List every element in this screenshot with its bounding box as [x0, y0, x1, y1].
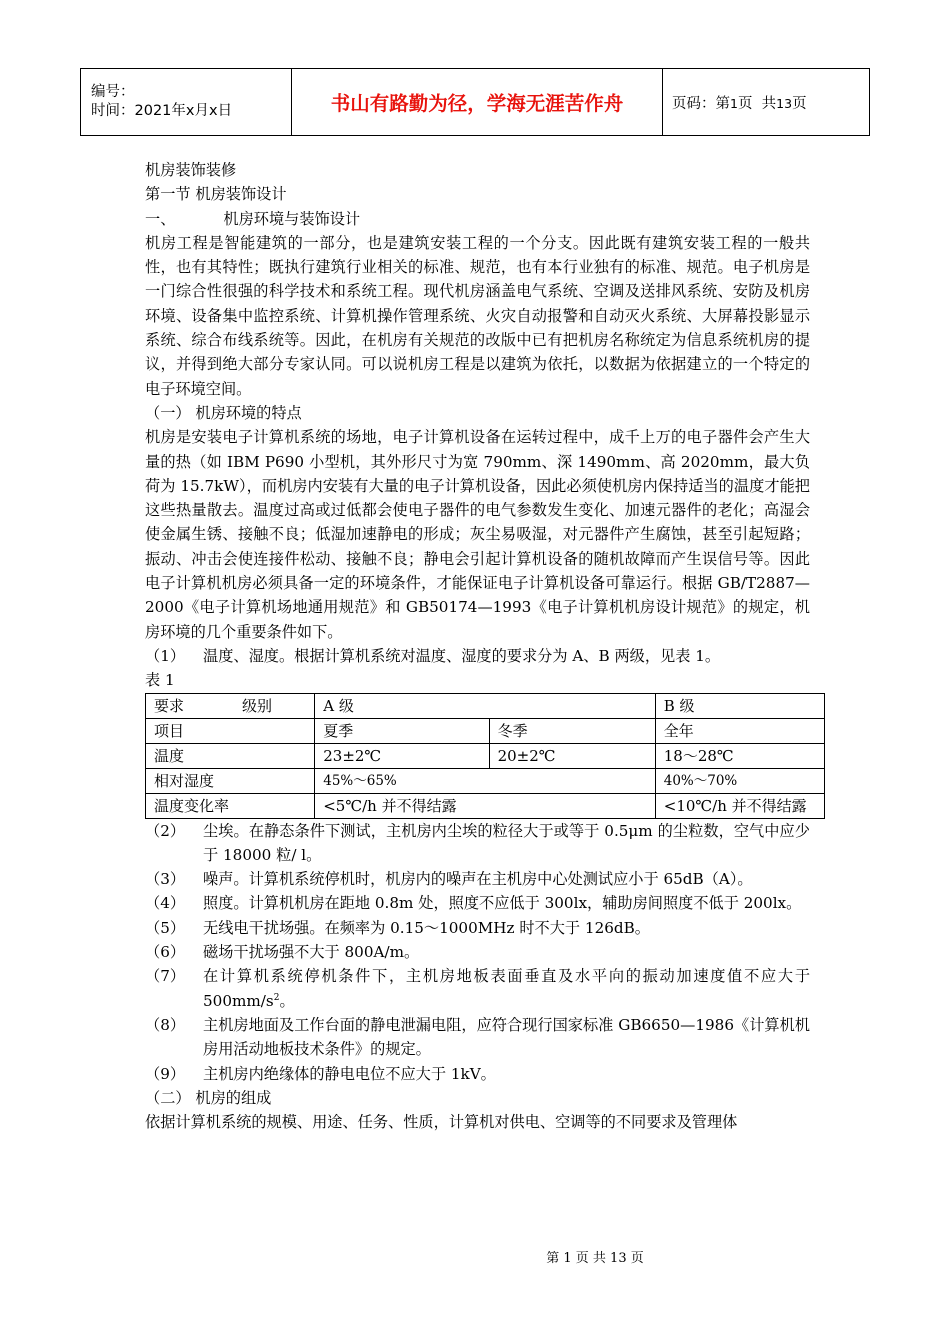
table-row — [146, 743, 825, 768]
list-item: （8） 主机房地面及工作台面的静电泄漏电阻，应符合现行国家标准 GB6650—1986《计算机机房用活动地板技术条件》的规定。 — [145, 1015, 810, 1059]
cell-rate-a: <5℃/h 并不得结露 — [315, 793, 656, 818]
header-year: 全年 — [655, 718, 824, 743]
row-label-temp-rate: 温度变化率 — [146, 793, 315, 818]
row-label-humidity: 相对湿度 — [146, 768, 315, 793]
environment-table — [145, 693, 825, 819]
cell-temp-winter: 20±2℃ — [489, 743, 655, 768]
section-heading: 第一节 机房装饰设计 — [145, 185, 287, 204]
header-summer: 夏季 — [315, 718, 489, 743]
list-item: （1） 温度、湿度。根据计算机系统对温度、湿度的要求分为 A、B 两级，见表 1。 — [145, 646, 721, 665]
page-footer: 第 1 页 共 13 页 — [546, 1251, 644, 1266]
page-header — [80, 68, 870, 136]
subheading-features: （一） 机房环境的特点 — [145, 403, 302, 422]
requirements-list — [145, 819, 810, 1086]
list-item: （6） 磁场干扰场强不大于 800A/m。 — [145, 943, 420, 962]
paragraph-2: 机房是安装电子计算机系统的场地，电子计算机设备在运转过程中，成千上万的电子器件会产生大量的热（如 IBM P690 小型机，其外形尺寸为宽 790mm、深 1490mm、高 2020mm，最大负荷为 15.7kW），而机房内安装有大量的电子计算机设备，因此必须使机房内保持适当的温度才能把这些热量散去。温度过高或过低都会使电子器件的电气参数发生变化、加速元器件的老化；高湿会使金属生锈、接触不良；低湿加速静电的形成；灰尘易吸湿，对元器件产生腐蚀，甚至引起短路；振动、冲击会使连接件松动、接触不良；静电会引起计算机设备的随机故障而产生误信号等。因此电子计算机机房必须具备一定的环境条件，才能保证电子计算机设备可靠运行。根据 GB/T2887—2000《电子计算机场地通用规范》和 GB50174—1993《电子计算机机房设计规范》的规定，机房环境的几个重要条件如下。 — [145, 428, 810, 641]
header-page-number: 页码：第1页 共13页 — [663, 69, 870, 136]
cell-temp-b: 18～28℃ — [655, 743, 824, 768]
doc-number-label: 编号： — [91, 84, 135, 100]
list-item: （5） 无线电干扰场强。在频率为 0.15～1000MHz 时不大于 126dB。 — [145, 918, 650, 937]
header-a-level: A 级 — [315, 693, 656, 718]
table-row — [146, 693, 825, 718]
table-corner-top: 要求 级别 — [146, 693, 315, 718]
table-caption: 表 1 — [145, 671, 175, 690]
header-b-level: B 级 — [655, 693, 824, 718]
list-item: （2） 尘埃。在静态条件下测试，主机房内尘埃的粒径大于或等于 0.5μm 的尘粒数，空气中应少于 18000 粒/ l。 — [145, 821, 810, 864]
list-item: （3） 噪声。计算机系统停机时，机房内的噪声在主机房中心处测试应小于 65dB（A）。 — [145, 870, 753, 889]
row-label-temperature: 温度 — [146, 743, 315, 768]
list-item: （9） 主机房内绝缘体的静电电位不应大于 1kV。 — [145, 1064, 496, 1083]
cell-temp-summer: 23±2℃ — [315, 743, 489, 768]
doc-title: 机房装饰装修 — [145, 161, 237, 179]
paragraph-1: 机房工程是智能建筑的一部分，也是建筑安装工程的一个分支。因此既有建筑安装工程的一般共性，也有其特性；既执行建筑行业相关的标准、规范，也有本行业独有的标准、规范。电子机房是一门综合性很强的科学技术和系统工程。现代机房涵盖电气系统、空调及送排风系统、安防及机房环境、设备集中监控系统、计算机操作管理系统、火灾自动报警和自动灭火系统、大屏幕投影显示系统、综合布线系统等。因此，在机房有关规范的改版中已有把机房名称统定为信息系统机房的提议，并得到绝大部分专家认同。可以说机房工程是以建筑为依托，以数据为依据建立的一个特定的电子环境空间。 — [145, 233, 810, 398]
cell-humidity-b: 40%～70% — [655, 768, 824, 793]
table-corner-item: 项目 — [146, 718, 315, 743]
header-meta — [81, 69, 292, 136]
subsection-heading: 一、 机房环境与装饰设计 — [145, 209, 361, 228]
cell-humidity-a: 45%～65% — [315, 768, 656, 793]
doc-date: 时间：2021年x月x日 — [91, 103, 233, 119]
table-row — [146, 768, 825, 793]
list-item: （4） 照度。计算机机房在距地 0.8m 处，照度不应低于 300lx，辅助房间照度不低于 200lx。 — [145, 894, 802, 913]
cell-rate-b: <10℃/h 并不得结露 — [655, 793, 824, 818]
paragraph-3: 依据计算机系统的规模、用途、任务、性质，计算机对供电、空调等的不同要求及管理体 — [145, 1113, 738, 1132]
list-item: （7） 在计算机系统停机条件下，主机房地板表面垂直及水平向的振动加速度值不应大于 $500mm/s^2$。 — [145, 967, 810, 1010]
header-motto: 书山有路勤为径，学海无涯苦作舟 — [292, 69, 663, 136]
table-row — [146, 793, 825, 818]
header-winter: 冬季 — [489, 718, 655, 743]
table-row — [146, 718, 825, 743]
document-body — [145, 158, 810, 1134]
subheading-composition: （二） 机房的组成 — [145, 1088, 272, 1107]
